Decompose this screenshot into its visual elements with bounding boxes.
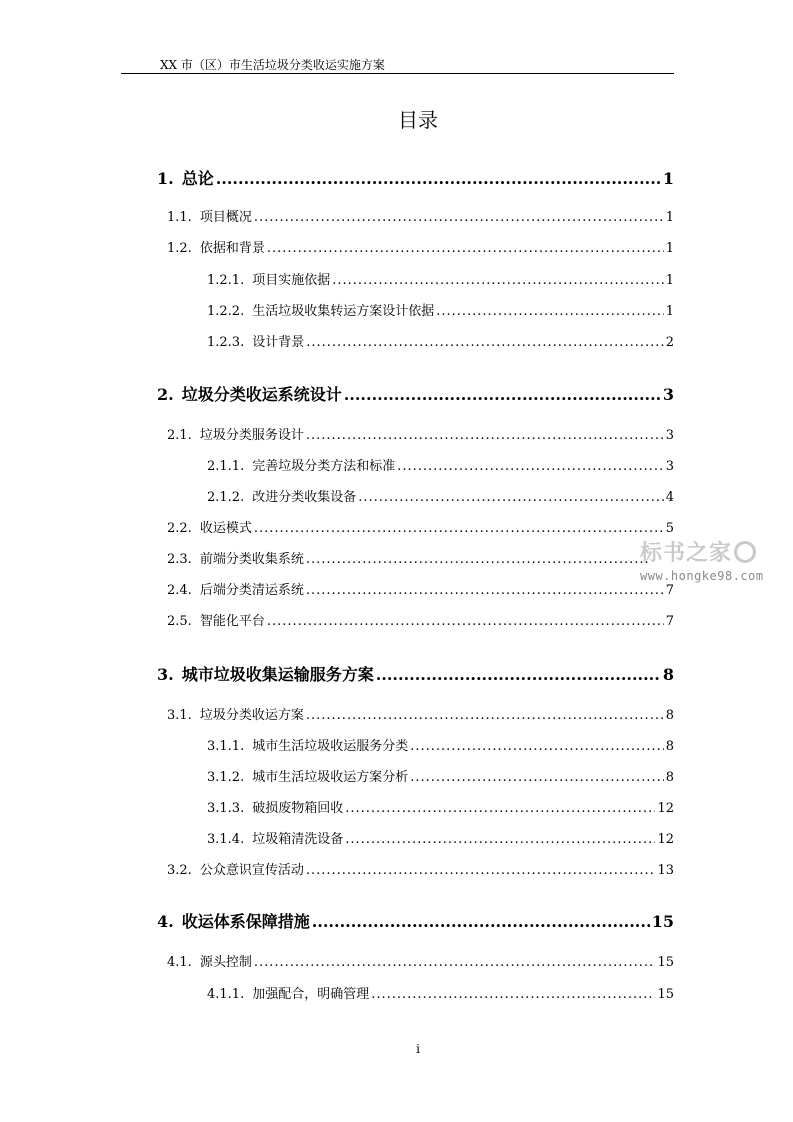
toc-entry[interactable]: 2. 垃圾分类收运系统设计 ..... 3 [157, 382, 674, 405]
watermark [640, 536, 790, 583]
toc-entry[interactable]: 3.1.3. 破损废物箱回收 ..... 12 [207, 797, 674, 816]
toc-entry[interactable]: 1. 总论 ..... 1 [157, 166, 674, 189]
toc-entry[interactable]: 4. 收运体系保障措施 ..... 15 [157, 909, 674, 932]
watermark-url: www.hongke98.com [640, 569, 764, 583]
toc-entry[interactable]: 2.1.1. 完善垃圾分类方法和标准 ..... 3 [207, 455, 674, 474]
toc-entry[interactable]: 1.2.2. 生活垃圾收集转运方案设计依据 ..... 1 [207, 300, 674, 319]
toc-entry[interactable]: 3.1.4. 垃圾箱清洗设备 ..... 12 [207, 828, 674, 847]
toc-entry[interactable]: 3.1. 垃圾分类收运方案 ..... 8 [167, 704, 674, 723]
toc-entry[interactable]: 2.5. 智能化平台 ..... 7 [167, 610, 674, 629]
toc-entry[interactable]: 2.4. 后端分类清运系统 ..... 7 [167, 579, 674, 598]
toc-entry[interactable]: 1.1. 项目概况 ..... 1 [167, 206, 674, 225]
toc-entry[interactable]: 2.1.2. 改进分类收集设备 ..... 4 [207, 486, 674, 505]
running-header: XX 市（区）市生活垃圾分类收运实施方案 [160, 58, 385, 72]
toc-title: 目录 [398, 108, 438, 132]
toc-entry[interactable]: 2.2. 收运模式 ..... 5 [167, 517, 674, 536]
watermark-logo-icon [734, 541, 756, 563]
toc-entry[interactable]: 1.2. 依据和背景 ..... 1 [167, 237, 674, 256]
toc-entry[interactable]: 1.2.3. 设计背景 ..... 2 [207, 331, 674, 350]
toc-entry[interactable]: 4.1.1. 加强配合，明确管理 ..... 15 [207, 983, 674, 1002]
toc-entry[interactable]: 2.3. 前端分类收集系统 ..... [167, 548, 650, 567]
watermark-title: 标书之家 [640, 536, 790, 567]
toc-entry[interactable]: 2.1. 垃圾分类服务设计 ..... 3 [167, 424, 674, 443]
page-number: i [416, 1042, 420, 1056]
toc-entry[interactable]: 3.2. 公众意识宣传活动 ..... 13 [167, 859, 674, 878]
toc-entry[interactable]: 1.2.1. 项目实施依据 ..... 1 [207, 269, 674, 288]
toc-entry[interactable]: 4.1. 源头控制 ..... 15 [167, 951, 674, 970]
toc-entry[interactable]: 3.1.1. 城市生活垃圾收运服务分类 ..... 8 [207, 735, 674, 754]
toc-entry[interactable]: 3. 城市垃圾收集运输服务方案 ..... 8 [157, 662, 674, 685]
toc-entry[interactable]: 3.1.2. 城市生活垃圾收运方案分析 ..... 8 [207, 766, 674, 785]
